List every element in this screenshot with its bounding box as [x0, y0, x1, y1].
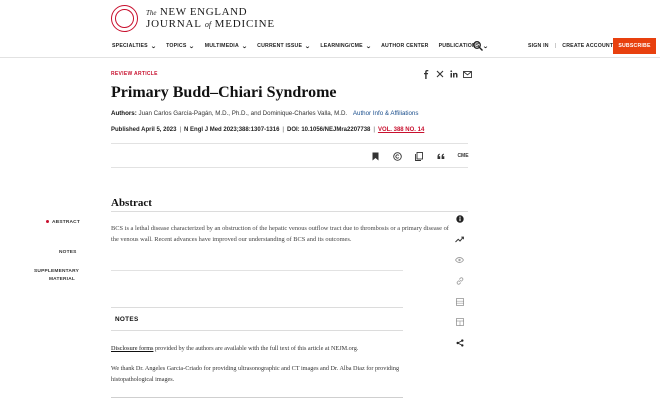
nav-topics[interactable]: TOPICS ⌄	[166, 43, 196, 50]
published-date: Published April 5, 2023	[111, 127, 177, 133]
author-names[interactable]: Juan Carlos García-Pagán, M.D., Ph.D., and Dominique-Charles Valla, M.D.	[138, 110, 348, 117]
notes-divider-top	[111, 307, 403, 308]
copy-icon[interactable]	[408, 150, 430, 162]
facebook-icon[interactable]	[419, 69, 432, 79]
authors-line	[111, 110, 418, 117]
toc-notes[interactable]: NOTES	[59, 250, 77, 255]
article-type-label: REVIEW ARTICLE	[111, 71, 158, 77]
authors-label: Authors:	[111, 110, 137, 117]
active-dot-icon	[46, 220, 49, 223]
acknowledgment-note: We thank Dr. Angeles Garcia-Criado for providing ultrasonographic and CT images and Dr. Alba Diaz for providing histopathological images.	[111, 365, 400, 383]
bookmark-icon[interactable]	[364, 150, 386, 162]
copyright-icon[interactable]	[386, 150, 408, 162]
chevron-down-icon: ⌄	[241, 43, 248, 50]
toc-supplementary-material[interactable]: SUPPLEMENTARY MATERIAL	[34, 269, 79, 282]
info-icon[interactable]	[451, 210, 468, 227]
share-bar	[419, 69, 475, 79]
trend-icon[interactable]	[451, 231, 468, 248]
logo-journal: JOURNAL	[146, 17, 202, 30]
logo-the: The	[146, 8, 157, 17]
disclosure-forms-link[interactable]: Disclosure forms	[111, 345, 154, 352]
volume-link[interactable]: VOL. 388 NO. 14	[377, 127, 425, 133]
right-rail	[451, 210, 468, 356]
notes-heading: NOTES	[115, 316, 139, 323]
nav-specialties[interactable]: SPECIALTIES ⌄	[112, 43, 157, 50]
nav-publications[interactable]: PUBLICATIONS ⌄	[438, 43, 489, 50]
tables-icon[interactable]	[451, 314, 468, 331]
eye-icon[interactable]	[451, 252, 468, 269]
cme-button[interactable]: CME	[457, 153, 469, 159]
chevron-down-icon: ⌄	[304, 43, 311, 50]
subscribe-button[interactable]: SUBSCRIBE	[613, 38, 656, 54]
create-account-link[interactable]: CREATE ACCOUNT	[562, 43, 614, 49]
article-tools	[364, 150, 474, 162]
nejm-logo[interactable]	[111, 2, 275, 34]
abstract-end-divider	[111, 270, 403, 271]
email-icon[interactable]	[461, 69, 474, 79]
abstract-divider	[111, 211, 468, 212]
linkedin-icon[interactable]	[447, 69, 460, 79]
chevron-down-icon: ⌄	[365, 43, 372, 50]
nejm-seal-icon	[111, 5, 138, 32]
main-nav	[112, 41, 498, 51]
search-icon[interactable]	[472, 40, 484, 52]
nav-multimedia[interactable]: MULTIMEDIA ⌄	[204, 43, 248, 50]
nav-author-center[interactable]: AUTHOR CENTER	[381, 43, 429, 49]
toc-abstract[interactable]: ABSTRACT	[46, 219, 80, 227]
nav-current-issue[interactable]: CURRENT ISSUE ⌄	[257, 43, 311, 50]
tools-divider-top	[111, 143, 468, 144]
logo-medicine: MEDICINE	[214, 17, 275, 30]
nav-learning-cme[interactable]: LEARNING/CME ⌄	[320, 43, 372, 50]
abstract-body: BCS is a lethal disease characterized by an obstruction of the hepatic venous outflow tract due to thrombosis or a primary disease of the venous wall. Recent advances have improved our understanding of BCS and its outcomes.	[111, 225, 449, 243]
chevron-down-icon: ⌄	[188, 43, 196, 50]
link-icon[interactable]	[451, 272, 468, 289]
chevron-down-icon: ⌄	[150, 43, 157, 50]
tools-divider-bottom	[111, 167, 468, 168]
logo-of: of	[204, 19, 212, 29]
chevron-down-icon: ⌄	[482, 43, 489, 50]
notes-divider-bottom	[111, 397, 403, 398]
article-title: Primary Budd–Chiari Syndrome	[111, 84, 337, 101]
logo-new-england: NEW ENGLAND	[159, 5, 248, 18]
quote-icon[interactable]	[430, 150, 452, 162]
x-icon[interactable]	[433, 69, 446, 79]
doi[interactable]: DOI: 10.1056/NEJMra2207738	[286, 127, 371, 133]
author-affiliations-link[interactable]: Author Info & Affiliations	[352, 110, 419, 117]
notes-divider	[111, 330, 403, 331]
header-separator: |	[554, 43, 557, 49]
header-divider	[0, 57, 660, 58]
abstract-heading: Abstract	[111, 197, 152, 209]
sign-in-link[interactable]: SIGN IN	[528, 43, 549, 49]
share-icon[interactable]	[451, 335, 468, 352]
disclosure-note	[111, 345, 411, 352]
disclosure-note-text: provided by the authors are available with the full text of this article at NEJM.org.	[153, 345, 359, 352]
publication-info: Published April 5, 2023 | N Engl J Med 2023;388:1307-1316 | DOI: 10.1056/NEJMra2207738 | VOL. 388 NO. 14	[111, 127, 425, 133]
figures-icon[interactable]	[451, 293, 468, 310]
citation: N Engl J Med 2023;388:1307-1316	[184, 127, 280, 133]
